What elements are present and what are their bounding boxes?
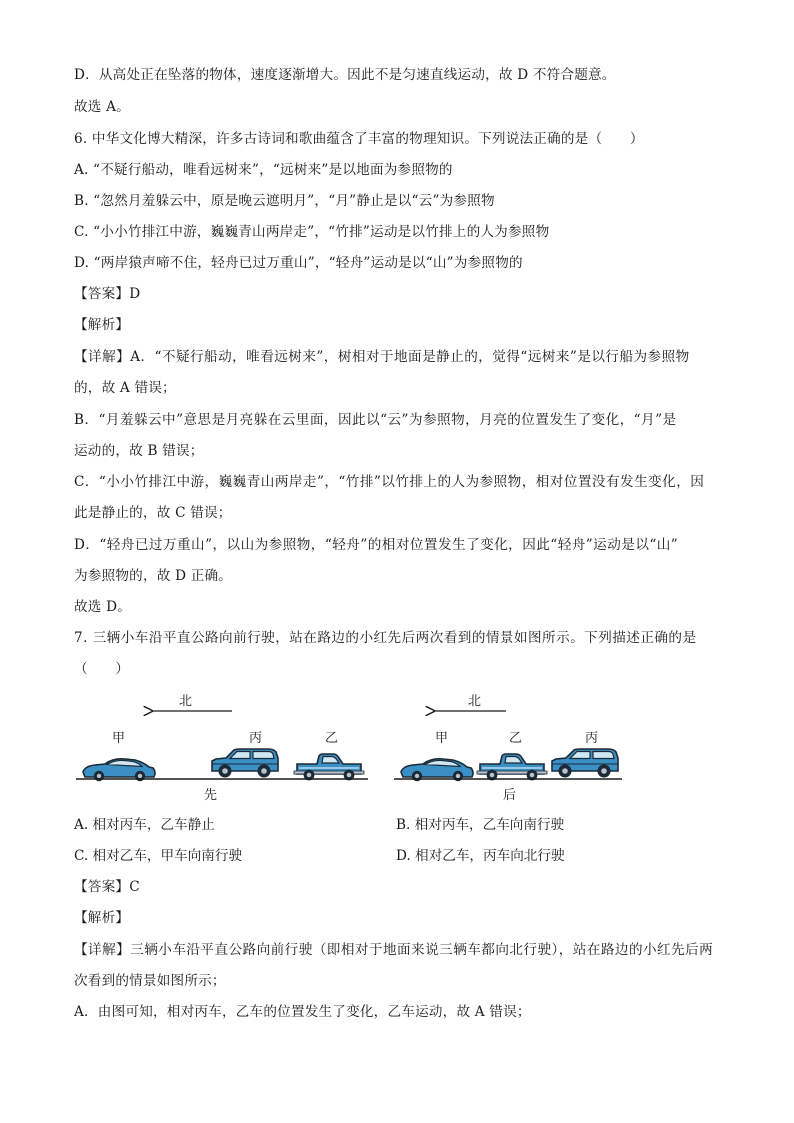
q7-detail (74, 941, 713, 959)
cars-figure (72, 686, 632, 806)
label-after: 后 (503, 788, 517, 803)
q6-answer (74, 285, 140, 303)
question-7-stem-paren: （ ） (74, 661, 130, 677)
car-yi (294, 754, 364, 780)
north-label: 北 (179, 694, 193, 709)
q7-analysis-tag: 【解析】 (74, 910, 130, 926)
text-line: 为参照物的，故 D 正确。 (74, 568, 233, 584)
q6-analysis-tag: 【解析】 (74, 317, 130, 333)
car-bing (212, 749, 278, 778)
answer-tag: 【答案】 (74, 286, 130, 302)
question-7-stem: 7. 三辆小车沿平直公路向前行驶，站在路边的小红先后两次看到的情景如图所示。下列描述正确的是 (74, 630, 697, 646)
figure-after (394, 694, 622, 803)
car-jia (83, 759, 155, 781)
detail-tag: 【详解】 (74, 942, 131, 958)
q7-option-c: C. 相对乙车，甲车向南行驶 (74, 848, 243, 864)
text-line: 此是静止的，故 C 错误； (74, 505, 232, 521)
car-yi-label: 乙 (509, 731, 523, 746)
car-jia (401, 759, 473, 781)
car-bing-label: 丙 (249, 731, 263, 746)
text-line: 故选 A。 (74, 99, 130, 115)
q6-option-b: B. “忽然月羞躲云中，原是晚云遮明月”，“月”静止是以“云”为参照物 (74, 193, 495, 209)
car-bing-label: 丙 (585, 731, 599, 746)
car-yi-label: 乙 (325, 731, 339, 746)
text-line: 次看到的情景如图所示； (74, 973, 226, 989)
text-line: A．由图可知，相对丙车，乙车的位置发生了变化，乙车运动，故 A 错误； (74, 1004, 531, 1020)
q7-answer (74, 878, 140, 896)
text-line: 的，故 A 错误； (74, 380, 176, 396)
text-line: 运动的，故 B 错误； (74, 443, 204, 459)
text-line: D．从高处正在坠落的物体，速度逐渐增大。因此不是匀速直线运动，故 D 不符合题意。 (74, 67, 616, 83)
q6-option-d: D. “两岸猿声啼不住，轻舟已过万重山”，“轻舟”运动是以“山”为参照物的 (74, 255, 523, 271)
figure-before (76, 694, 368, 803)
q6-option-a: A. “不疑行船动，唯看远树来”，“远树来”是以地面为参照物的 (74, 162, 453, 178)
car-yi (477, 754, 547, 780)
north-label: 北 (468, 694, 482, 709)
answer-tag: 【答案】 (74, 879, 130, 895)
detail-text: A．“不疑行船动，唯看远树来”，树相对于地面是静止的，觉得“远树来”是以行船为参照物 (130, 349, 690, 365)
question-6-stem: 6. 中华文化博大精深，许多古诗词和歌曲蕴含了丰富的物理知识。下列说法正确的是（ ） (74, 131, 644, 147)
label-before: 先 (204, 788, 218, 803)
detail-text: 三辆小车沿平直公路向前行驶（即相对于地面来说三辆车都向北行驶），站在路边的小红先后两 (130, 942, 714, 958)
q6-detail (74, 348, 690, 366)
q7-option-d: D. 相对乙车，丙车向北行驶 (396, 848, 565, 864)
answer-value: C (129, 879, 140, 895)
text-line: 故选 D。 (74, 599, 132, 615)
q6-option-c: C. “小小竹排江中游，巍巍青山两岸走”，“竹排”运动是以竹排上的人为参照物 (74, 224, 550, 240)
text-line: D．“轻舟已过万重山”，以山为参照物，“轻舟”的相对位置发生了变化，因此“轻舟”运动是以“山” (74, 537, 679, 553)
detail-tag: 【详解】 (74, 349, 131, 365)
car-jia-label: 甲 (435, 731, 449, 746)
text-line: B．“月羞躲云中”意思是月亮躲在云里面，因此以“云”为参照物，月亮的位置发生了变化，“月”是 (74, 412, 677, 428)
car-bing (552, 749, 618, 778)
answer-value: D (129, 286, 141, 302)
car-jia-label: 甲 (112, 731, 126, 746)
q7-option-b: B. 相对丙车，乙车向南行驶 (396, 817, 565, 833)
q7-option-a: A. 相对丙车，乙车静止 (74, 817, 215, 833)
text-line: C．“小小竹排江中游，巍巍青山两岸走”，“竹排”以竹排上的人为参照物，相对位置没有发生变化，因 (74, 474, 705, 490)
